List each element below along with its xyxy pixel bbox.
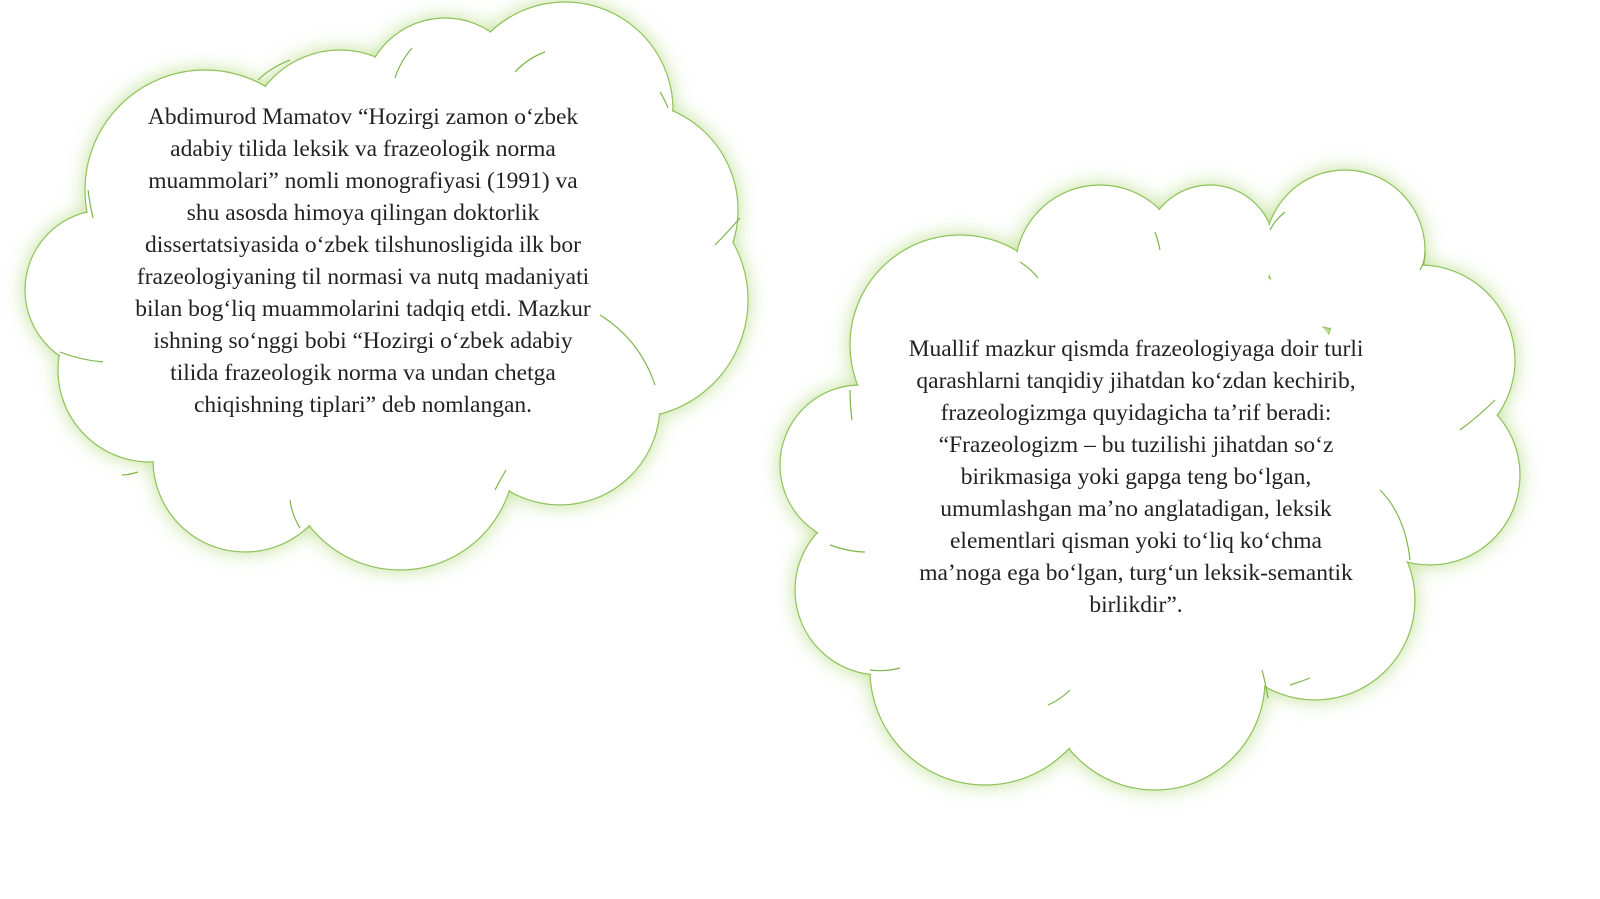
- cloud-text-right: Muallif mazkur qismda frazeologiyaga doir turli qarashlarni tanqidiy jihatdan ko‘zdan kechirib, frazeologizmga quyidagicha ta’rif beradi: “Frazeologizm – bu tuzilishi jihatdan so‘z birikmasiga yoki gapga teng bo‘lgan, umumlashgan ma’no anglatadigan, leksik elementlari qisman yoki to‘liq ko‘chma ma’noga ega bo‘lgan, turg‘un leksik-semantik birlikdir”.: [908, 336, 1364, 618]
- cloud-text-left: Abdimurod Mamatov “Hozirgi zamon o‘zbek adabiy tilida leksik va frazeologik norma muammolari” nomli monografiyasi (1991) va shu asosda himoya qilingan doktorlik dissertatsiyasida o‘zbek tilshunosligida ilk bor frazeologiyaning til normasi va nutq madaniyati bilan bog‘liq muammolarini tadqiq etdi. Mazkur ishning so‘nggi bobi “Hozirgi o‘zbek adabiy tilida frazeologik norma va undan chetga chiqishning tiplari” deb nomlangan.: [135, 104, 591, 418]
